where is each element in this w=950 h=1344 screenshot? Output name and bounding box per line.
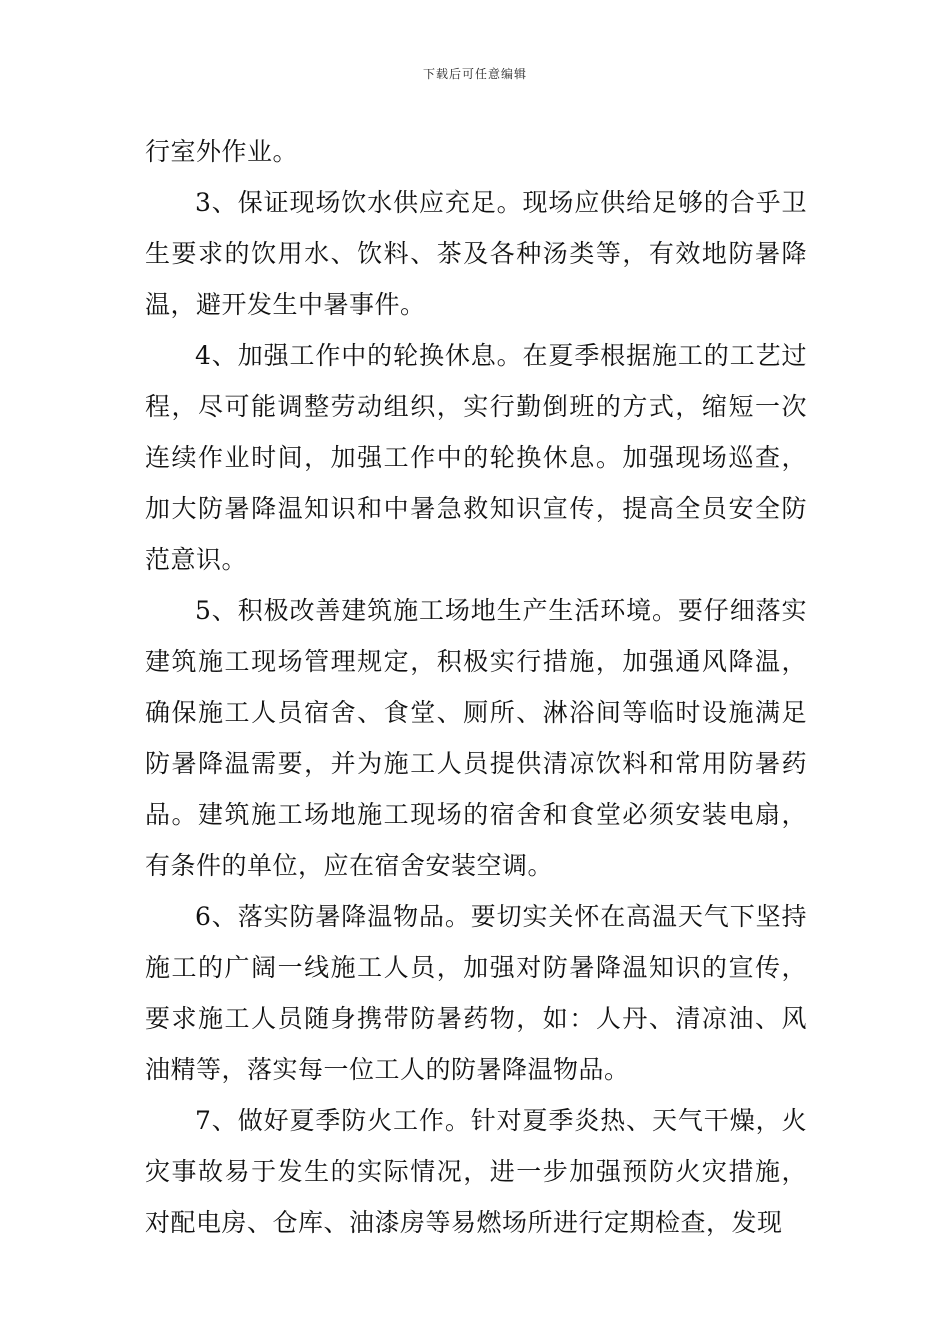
page-header: 下载后可任意编辑 bbox=[422, 67, 527, 81]
paragraph-continuation: 行室外作业。 bbox=[145, 137, 299, 166]
paragraph-item-4: 4、加强工作中的轮换休息。在夏季根据施工的工艺过程，尽可能调整劳动组织，实行勤倒班的方式，缩短一次连续作业时间，加强工作中的轮换休息。加强现场巡查，加大防暑降温知识和中暑急救知识宣传，提高全员安全防范意识。 bbox=[145, 341, 807, 574]
paragraph-item-5: 5、积极改善建筑施工场地生产生活环境。要仔细落实建筑施工现场管理规定，积极实行措施，加强通风降温，确保施工人员宿舍、食堂、厕所、淋浴间等临时设施满足防暑降温需要，并为施工人员提供清凉饮料和常用防暑药品。建筑施工场地施工现场的宿舍和食堂必须安装电扇，有条件的单位，应在宿舍安装空调。 bbox=[145, 596, 807, 880]
document-body bbox=[145, 126, 807, 1248]
paragraph-item-3: 3、保证现场饮水供应充足。现场应供给足够的合乎卫生要求的饮用水、饮料、茶及各种汤类等，有效地防暑降温，避开发生中暑事件。 bbox=[145, 188, 807, 319]
paragraph-item-6: 6、落实防暑降温物品。要切实关怀在高温天气下坚持施工的广阔一线施工人员，加强对防暑降温知识的宣传，要求施工人员随身携带防暑药物，如：人丹、清凉油、风油精等，落实每一位工人的防暑降温物品。 bbox=[145, 902, 807, 1084]
paragraph-item-7: 7、做好夏季防火工作。针对夏季炎热、天气干燥，火灾事故易于发生的实际情况，进一步加强预防火灾措施，对配电房、仓库、油漆房等易燃场所进行定期检查，发现 bbox=[145, 1106, 807, 1237]
